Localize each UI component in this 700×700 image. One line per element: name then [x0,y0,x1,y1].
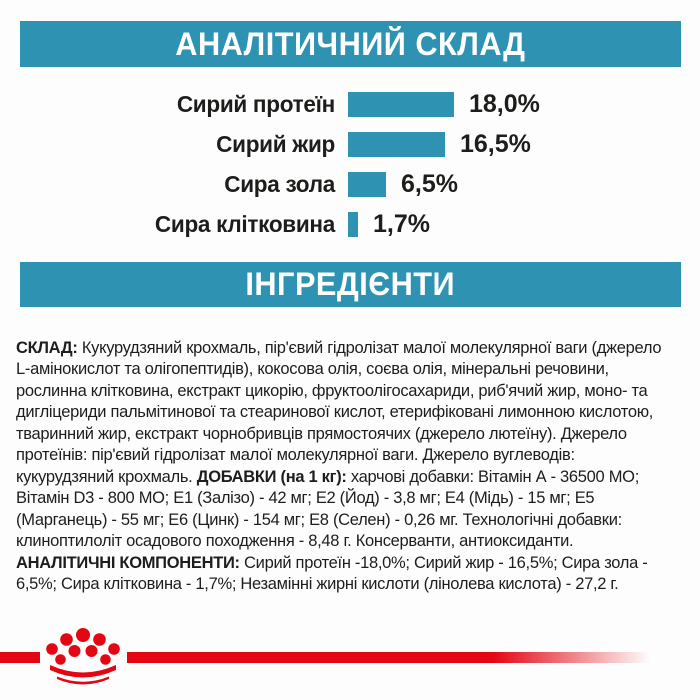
ingredients-segment: Сирий протеїн -18,0%; Сирий жир - 16,5%; Сира зола - 6,5%; Сира клітковина - 1,7%; Незамінні жирні кислоти (лінолева кислота) - 27,2 г. [16,553,648,593]
ingredients-title: ІНГРЕДІЄНТИ [245,266,456,302]
composition-bar-chart [0,84,700,244]
chart-value-label: 6,5% [401,169,458,198]
chart-value-label: 18,0% [469,89,540,118]
footer-red-bar-left [0,652,40,663]
analytical-composition-banner [20,21,681,67]
ingredients-bold-segment: АНАЛІТИЧНІ КОМПОНЕНТИ: [16,553,240,572]
ingredients-segment: харчові добавки: Вітамін А - 36500 МО; Вітамін D3 - 800 МО; Е1 (Залізо) - 42 мг; Е2 (Йод) - 3,8 мг; Е4 (Мідь) - 15 мг; Е5 (Марганець) - 55 мг; Е6 (Цинк) - 154 мг; Е8 (Селен) - 0,26 мг. Технологічні добавки: клиноптилоліт осадового походження - 8,48 г. Консерванти, антиоксиданти. [16,467,639,550]
chart-bar [348,212,358,237]
chart-category-label: Сирий протеїн [176,90,335,117]
ingredients-bold-segment: СКЛАД: [16,338,78,357]
chart-row [0,164,700,204]
ingredients-segment: Кукурудзяний крохмаль, пір'євий гідролізат малої молекулярної ваги (джерело L-амінокислот та олігопептидів), кокосова олія, соєва олія, мінеральні речовини, рослинна клітковина, екстракт цикорію, фруктоолігосахариди, риб'ячий жир, моно- та дигліцериди пальмітинової та стеаринової кислот, етерифіковані лимонною кислотою, тваринний жир, екстракт чорнобривців прямостоячих (джерело лютеїну). Джерело протеїнів: пір'євий гідролізат малої молекулярної ваги. Джерело вуглеводів: кукурудзяний крохмаль. [16,338,662,486]
royal-canin-crown-icon [44,627,122,685]
chart-row [0,84,700,124]
footer-red-bar-right [127,652,650,663]
chart-category-label: Сира зола [224,170,335,197]
analytical-composition-title: АНАЛІТИЧНИЙ СКЛАД [175,25,526,62]
chart-row [0,124,700,164]
chart-bar [348,92,454,117]
ingredients-banner [20,262,681,307]
chart-bar [348,172,386,197]
chart-bar [348,132,445,157]
chart-value-label: 16,5% [460,129,531,158]
chart-row [0,204,700,244]
chart-value-label: 1,7% [373,209,430,238]
ingredients-bold-segment: ДОБАВКИ (на 1 кг): [196,467,347,486]
chart-category-label: Сира клітковина [154,210,335,237]
ingredients-text [16,338,666,596]
chart-category-label: Сирий жир [216,130,335,157]
